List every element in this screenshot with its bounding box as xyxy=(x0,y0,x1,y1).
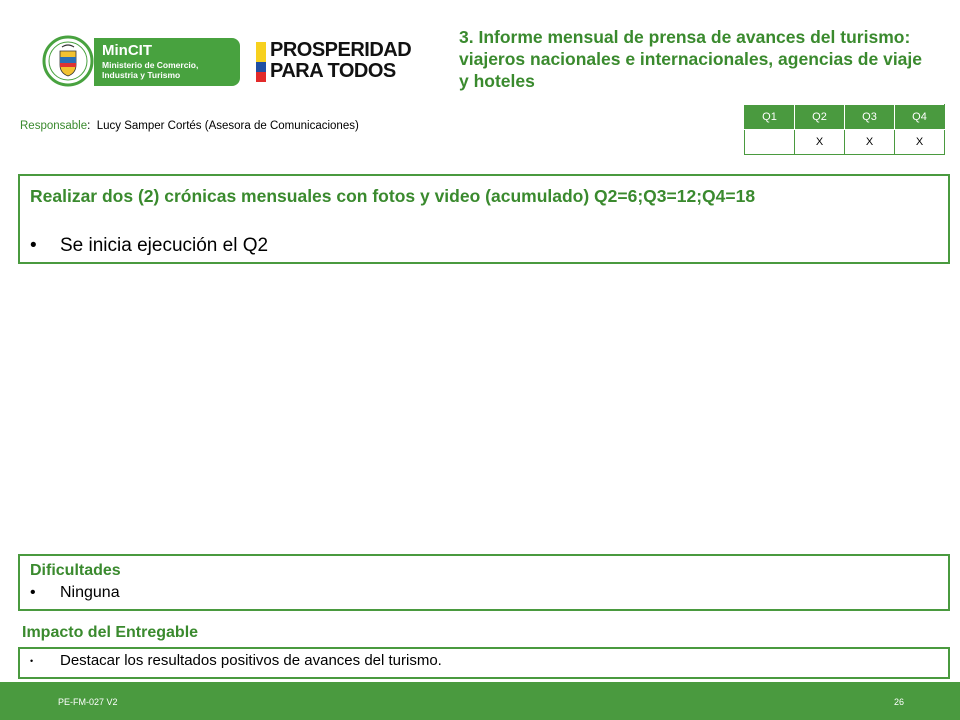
document-code: PE-FM-027 V2 xyxy=(58,697,118,707)
prosperidad-logo xyxy=(256,40,428,84)
list-item xyxy=(30,584,120,602)
mincit-subtitle-line2: Industria y Turismo xyxy=(102,70,181,80)
quarter-mark: X xyxy=(895,130,945,155)
mincit-logo xyxy=(36,35,240,87)
list-item-text: Ninguna xyxy=(60,584,120,601)
list-item xyxy=(30,652,442,669)
dificultades-heading: Dificultades xyxy=(30,562,121,579)
mincit-subtitle-line1: Ministerio de Comercio, xyxy=(102,60,199,70)
colombia-flag-icon xyxy=(256,42,266,82)
quarter-header: Q1 xyxy=(745,105,795,130)
quarter-schedule-table xyxy=(744,104,945,155)
mincit-name: MinCIT xyxy=(102,42,152,59)
prosperidad-line1: PROSPERIDAD xyxy=(270,39,412,61)
quarter-mark: X xyxy=(795,130,845,155)
list-item-text: Se inicia ejecución el Q2 xyxy=(60,235,269,256)
responsable-line xyxy=(20,120,359,132)
main-task-box xyxy=(18,174,950,264)
mincit-badge xyxy=(94,38,240,86)
task-heading: Realizar dos (2) crónicas mensuales con fotos y video (acumulado) Q2=6;Q3=12;Q4=18 xyxy=(30,186,756,206)
page-number: 26 xyxy=(893,697,904,707)
impacto-heading: Impacto del Entregable xyxy=(22,624,199,641)
impacto-box xyxy=(18,647,950,679)
bullet-icon: • xyxy=(30,656,34,667)
list-item-text: Destacar los resultados positivos de avances del turismo. xyxy=(60,652,442,669)
colombia-shield-icon xyxy=(42,35,94,87)
prosperidad-line2: PARA TODOS xyxy=(270,60,396,82)
quarter-header: Q3 xyxy=(845,105,895,130)
responsable-value: Lucy Samper Cortés (Asesora de Comunicaciones) xyxy=(96,120,359,132)
responsable-label: Responsable xyxy=(20,120,88,132)
page-title: 3. Informe mensual de prensa de avances del turismo: viajeros nacionales e internacionales, agencias de viaje y hoteles xyxy=(459,27,923,91)
quarter-mark: X xyxy=(845,130,895,155)
list-item xyxy=(30,235,268,257)
quarter-mark xyxy=(745,130,795,155)
dificultades-box xyxy=(18,554,950,611)
footer-bar xyxy=(0,682,960,720)
quarter-header: Q4 xyxy=(895,105,945,130)
bullet-icon: • xyxy=(30,235,37,256)
bullet-icon: • xyxy=(30,584,36,601)
responsable-separator: : xyxy=(87,120,91,132)
quarter-header: Q2 xyxy=(795,105,845,130)
